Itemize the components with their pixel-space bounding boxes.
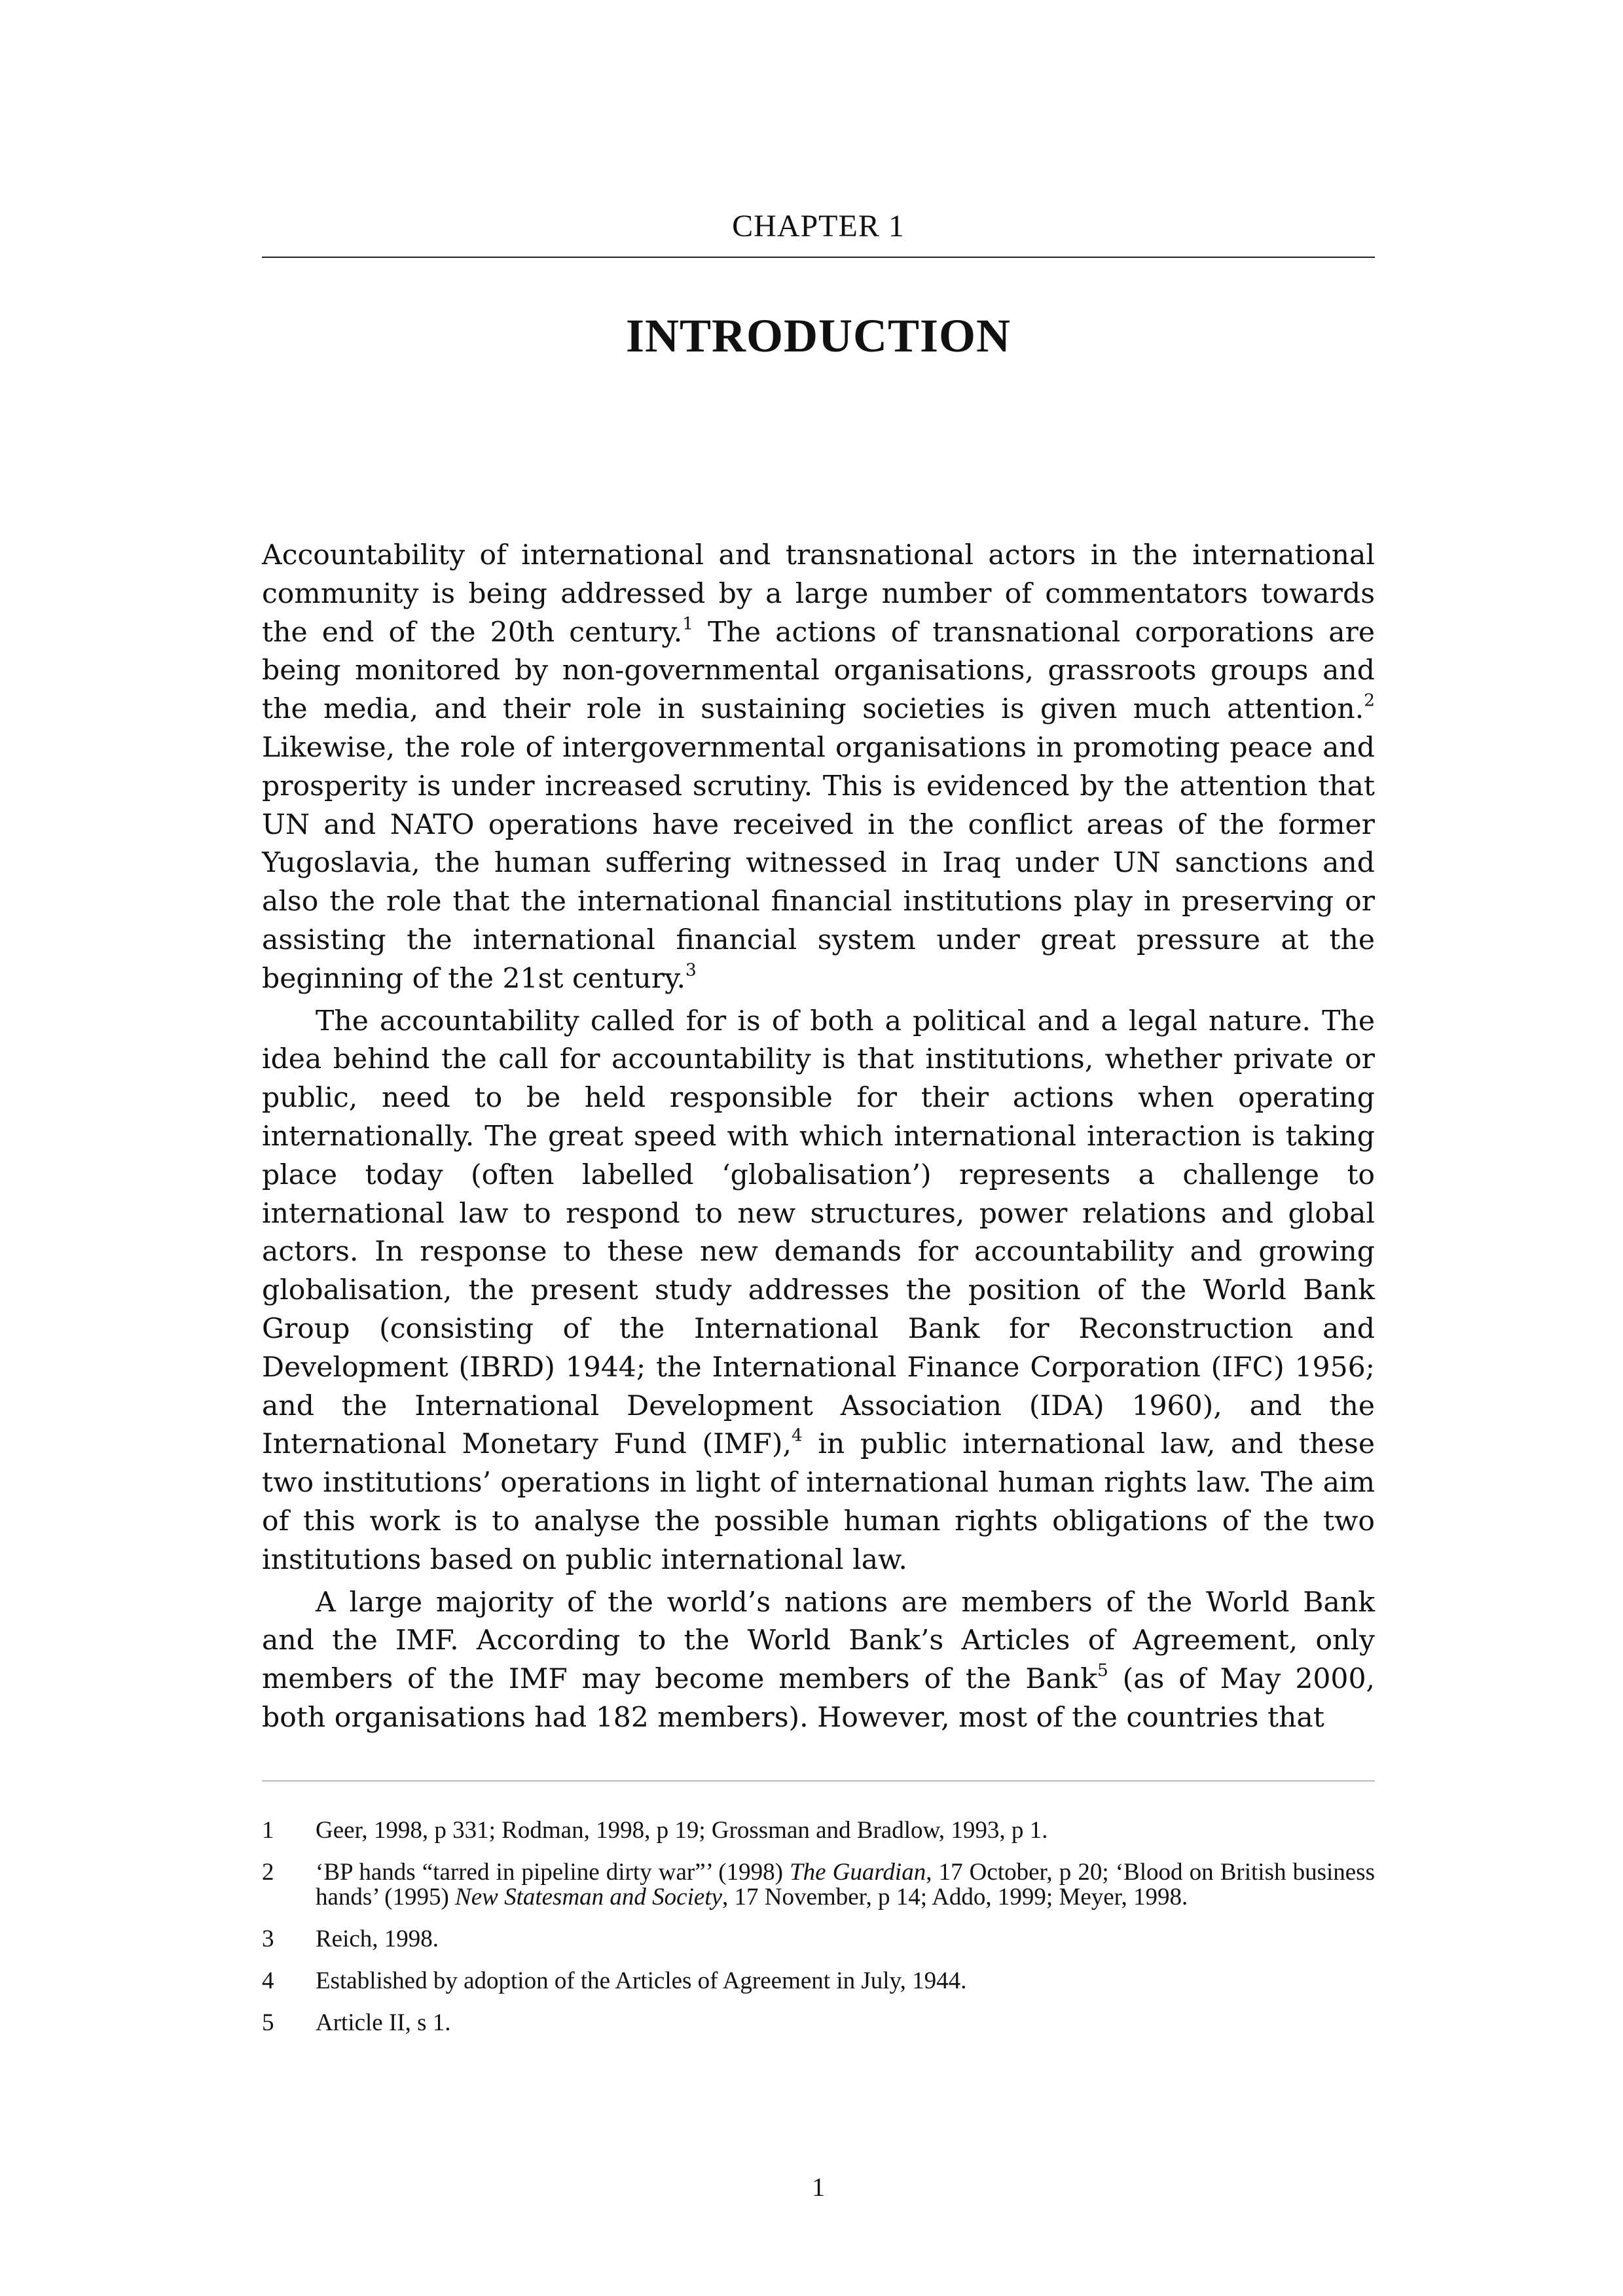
footnote-text [316, 1926, 439, 1952]
footnote-number: 5 [262, 2009, 274, 2036]
footnote-text-span: ‘BP hands “tarred in pipeline dirty war”’ (1998) [316, 1859, 790, 1886]
chapter-label: CHAPTER 1 [732, 209, 905, 243]
footnote-ref-1[interactable]: 1 [682, 614, 694, 634]
footnote-ref-5[interactable]: 5 [1097, 1660, 1108, 1681]
footnote-text-span: Article II, s 1. [316, 2009, 451, 2036]
footnote-text-span: Reich, 1998. [316, 1926, 439, 1952]
paragraph-2 [262, 1003, 1375, 1580]
footnote-number: 4 [262, 1967, 274, 1994]
footnote-text-span: , 17 October, p 20; ‘Blood on British business hands’ (1995) [316, 1859, 1375, 1910]
footnotes [262, 1818, 1375, 2053]
paragraph-3-text: (as of May 2000, both organisations had 182 members). However, most of the countries that [262, 1663, 1375, 1734]
footnote-text-span: Geer, 1998, p 331; Rodman, 1998, p 19; Grossman and Bradlow, 1993, p 1. [316, 1817, 1048, 1844]
footnote-number: 1 [262, 1817, 274, 1844]
footnote-3 [262, 1927, 1375, 1952]
header-rule [262, 257, 1375, 258]
footnote-4 [262, 1969, 1375, 1994]
paragraph-3-text: A large majority of the world’s nations are members of the World Bank and the IMF. According to the World Bank’s Articles of Agreement, only members of the IMF may become members of the Bank [262, 1586, 1375, 1696]
footnote-number: 3 [262, 1926, 274, 1952]
paragraph-1-text: Accountability of international and transnational actors in the international community is being addressed by a large number of commentators towards the end of the 20th century. [262, 539, 1375, 649]
body-text [262, 537, 1375, 1738]
footnote-5 [262, 2011, 1375, 2036]
footnote-ref-2[interactable]: 2 [1364, 691, 1375, 711]
footnote-1 [262, 1818, 1375, 1843]
footnote-text [316, 1859, 1375, 1910]
footnote-text [316, 1967, 966, 1994]
footnote-ref-3[interactable]: 3 [685, 960, 697, 980]
footnote-number: 2 [262, 1859, 274, 1886]
paragraph-3 [262, 1584, 1375, 1738]
chapter-title: INTRODUCTION [625, 310, 1012, 362]
footnote-source-title: The Guardian [790, 1859, 926, 1886]
footnote-text-span: Established by adoption of the Articles of Agreement in July, 1944. [316, 1967, 967, 1994]
footnote-2 [262, 1860, 1375, 1910]
footnote-source-title: New Statesman and Society [455, 1884, 723, 1910]
paragraph-2-text: in public international law, and these two institutions’ operations in light of international human rights law. The aim of this work is to analyse the possible human rights obligations of the two institutions based on public international law. [262, 1428, 1375, 1576]
paragraph-1 [262, 537, 1375, 999]
footnote-rule [262, 1780, 1375, 1782]
page-number: 1 [812, 2172, 825, 2202]
paragraph-1-text: The actions of transnational corporations are being monitored by non-governmental organisations, grassroots groups and the media, and their role in sustaining societies is given much attention. [262, 616, 1375, 726]
footnote-ref-4[interactable]: 4 [791, 1426, 803, 1446]
paragraph-1-text: Likewise, the role of intergovernmental organisations in promoting peace and prosperity is under increased scrutiny. This is evidenced by the attention that UN and NATO operations have received in the conflict areas of the former Yugoslavia, the human suffering witnessed in Iraq under UN sanctions and also the role that the international financial institutions play in preserving or assisting the international financial system under great pressure at the beginning of the 21st century. [262, 731, 1375, 995]
footnote-text-span: , 17 November, p 14; Addo, 1999; Meyer, 1998. [722, 1884, 1188, 1910]
footnote-text [316, 1817, 1048, 1844]
paragraph-2-text: The accountability called for is of both a political and a legal nature. The idea behind the call for accountability is that institutions, whether private or public, need to be held responsible for their actions when operating internationally. The great speed with which international interaction is taking place today (often labelled ‘globalisation’) represents a challenge to international law to respond to new structures, power relations and global actors. In response to these new demands for accountability and growing globalisation, the present study addresses the position of the World Bank Group (consisting of the International Bank for Reconstruction and Development (IBRD) 1944; the International Finance Corporation (IFC) 1956; and the International Development Association (IDA) 1960), and the International Monetary Fund (IMF), [262, 1005, 1375, 1461]
footnote-text [316, 2009, 451, 2036]
